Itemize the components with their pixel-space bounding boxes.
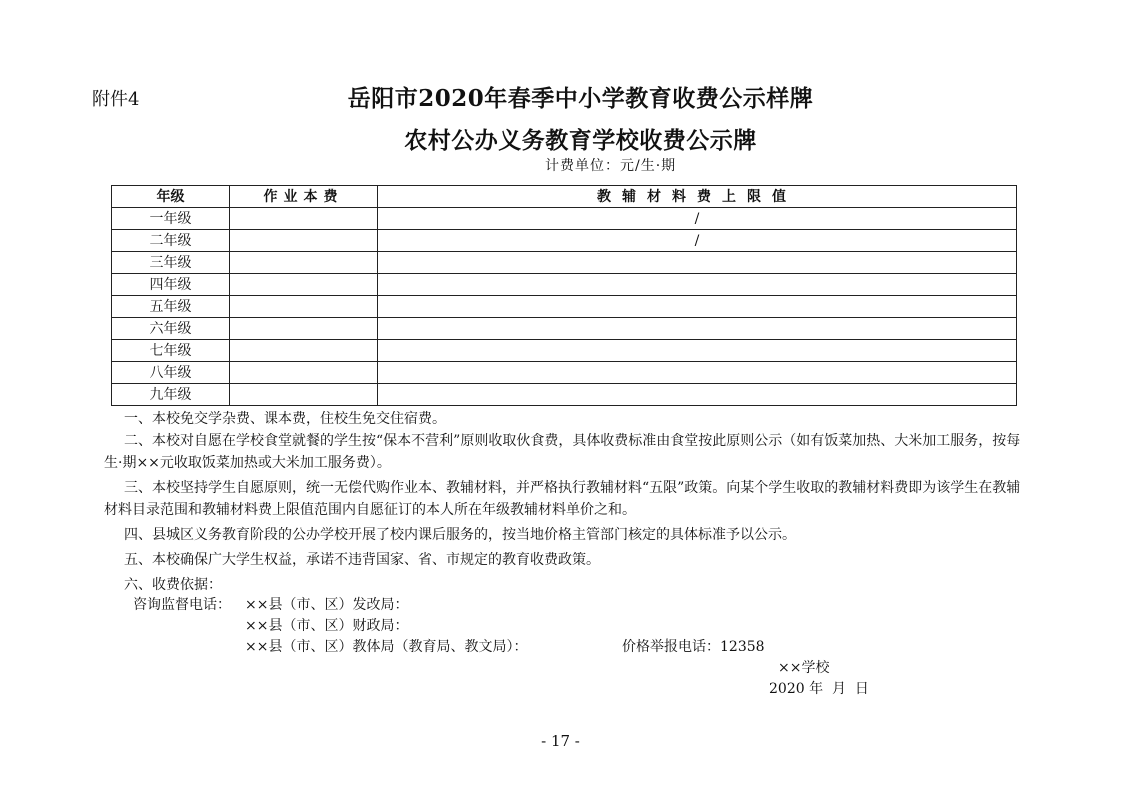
note-item: 三、本校坚持学生自愿原则，统一无偿代购作业本、教辅材料，并严格执行教辅材料“五限”政策。向某个学生收取的教辅材料费即为该学生在教辅材料目录范围和教辅材料费上限值范围内自愿征订的本人所在年级教辅材料单价之和。	[104, 480, 1021, 518]
note-item: 六、收费依据：	[124, 577, 222, 593]
grade-cell: 九年级	[112, 384, 230, 406]
column-header-homework-fee: 作业本费	[230, 186, 378, 208]
notes-section	[104, 408, 1034, 596]
homework-fee-cell	[230, 362, 378, 384]
grade-cell: 六年级	[112, 318, 230, 340]
contact-label: 咨询监督电话：	[133, 597, 231, 613]
table-row	[112, 318, 1017, 340]
materials-cap-cell: /	[378, 208, 1017, 230]
grade-cell: 五年级	[112, 296, 230, 318]
note-item: 五、本校确保广大学生权益，承诺不违背国家、省、市规定的教育收费政策。	[124, 552, 600, 568]
page-number: - 17 -	[541, 732, 580, 750]
column-header-grade: 年级	[112, 186, 230, 208]
table-row	[112, 340, 1017, 362]
materials-cap-cell: /	[378, 230, 1017, 252]
note-item: 一、本校免交学杂费、课本费，住校生免交住宿费。	[124, 411, 446, 427]
table-row	[112, 384, 1017, 406]
homework-fee-cell	[230, 318, 378, 340]
column-header-materials-cap: 教辅材料费上限值	[378, 186, 1017, 208]
unit-note: 计费单位：元/生·期	[545, 158, 677, 174]
grade-cell: 一年级	[112, 208, 230, 230]
grade-cell: 三年级	[112, 252, 230, 274]
table-header-row	[112, 186, 1017, 208]
attachment-label: 附件4	[92, 89, 140, 110]
table-row	[112, 296, 1017, 318]
homework-fee-cell	[230, 252, 378, 274]
materials-cap-cell	[378, 296, 1017, 318]
grade-cell: 八年级	[112, 362, 230, 384]
note-item: 二、本校对自愿在学校食堂就餐的学生按“保本不营利”原则收取伙食费，具体收费标准由食堂按此原则公示（如有饭菜加热、大米加工服务，按每生·期××元收取饭菜加热或大米加工服务费）。	[104, 433, 1021, 471]
fee-table	[111, 185, 1017, 406]
grade-cell: 二年级	[112, 230, 230, 252]
table-row	[112, 252, 1017, 274]
table-row	[112, 208, 1017, 230]
price-report-phone: 价格举报电话：12358	[622, 639, 765, 655]
homework-fee-cell	[230, 274, 378, 296]
homework-fee-cell	[230, 340, 378, 362]
materials-cap-cell	[378, 252, 1017, 274]
contact-education: ××县（市、区）教体局（教育局、教文局）：	[245, 639, 528, 655]
grade-cell: 七年级	[112, 340, 230, 362]
contact-finance: ××县（市、区）财政局：	[245, 618, 409, 634]
note-item: 四、县城区义务教育阶段的公办学校开展了校内课后服务的，按当地价格主管部门核定的具体标准予以公示。	[124, 527, 796, 543]
signoff-date: 2020 年 月 日	[769, 681, 869, 697]
page-subtitle: 农村公办义务教育学校收费公示牌	[404, 127, 757, 154]
table-row	[112, 230, 1017, 252]
school-name: ××学校	[778, 660, 830, 676]
materials-cap-cell	[378, 384, 1017, 406]
homework-fee-cell	[230, 384, 378, 406]
table-row	[112, 274, 1017, 296]
materials-cap-cell	[378, 274, 1017, 296]
table-row	[112, 362, 1017, 384]
contact-dev-reform: ××县（市、区）发改局：	[245, 597, 409, 613]
homework-fee-cell	[230, 208, 378, 230]
homework-fee-cell	[230, 296, 378, 318]
homework-fee-cell	[230, 230, 378, 252]
grade-cell: 四年级	[112, 274, 230, 296]
page-title: 岳阳市2020年春季中小学教育收费公示样牌	[347, 85, 814, 112]
materials-cap-cell	[378, 318, 1017, 340]
materials-cap-cell	[378, 362, 1017, 384]
materials-cap-cell	[378, 340, 1017, 362]
